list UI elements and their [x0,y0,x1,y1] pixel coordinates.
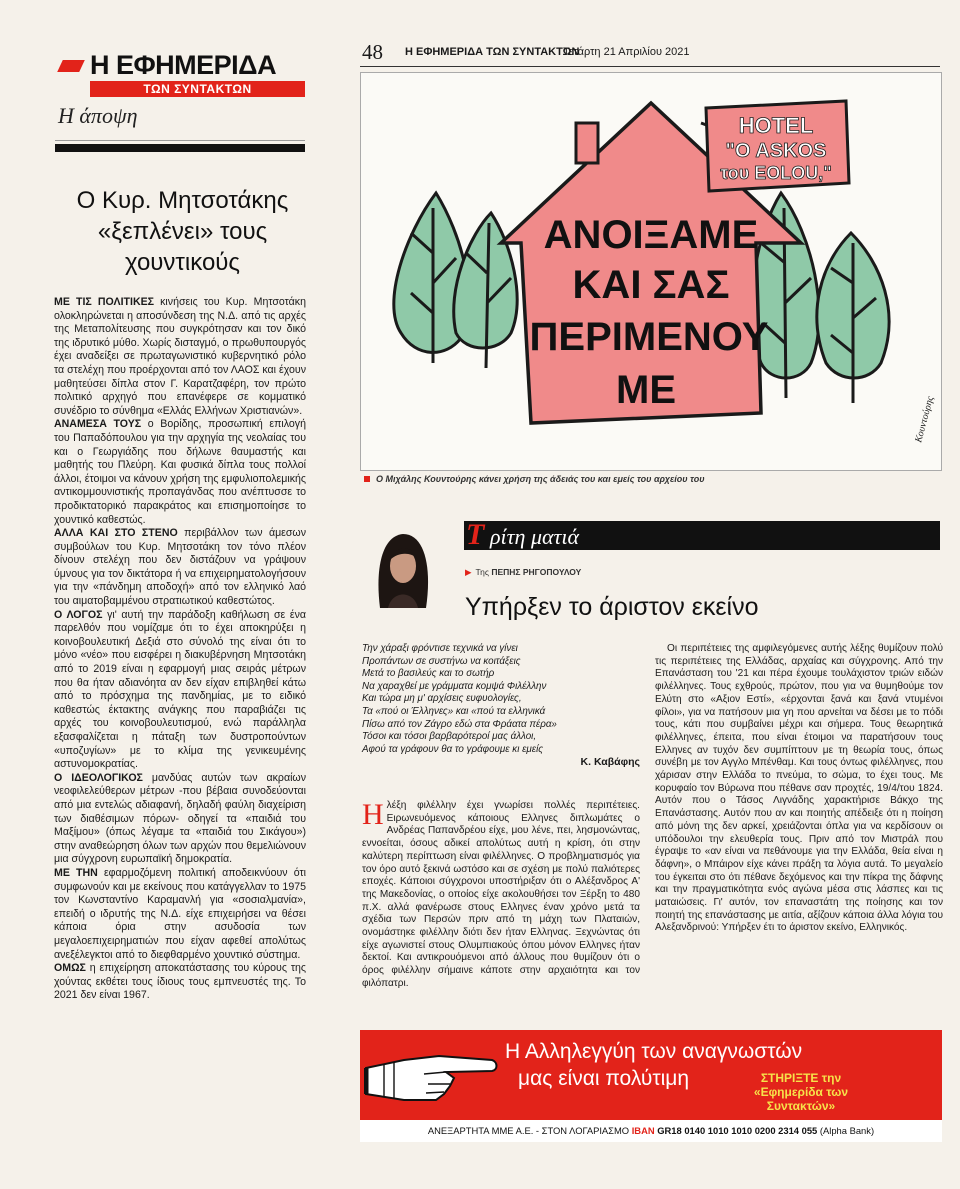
ad-cta: ΣΤΗΡΙΞΤΕ την «Εφημερίδα των Συντακτών» [753,1071,849,1113]
paragraph: Ο ΛΟΓΟΣ γι' αυτή την παράδοξη καθήλωση σε ένα παρελθόν που νομίζαμε ότι το έχει αποκηρύξει η κοινοβουλευτική Δεξιά στο σύνολό της είναι ότι το μόνο «νέο» που εισφέρει η διακυβέρνηση Μητσοτάκη από το 2019 είναι η εφαρμογή μιας σειράς μέτρων που θα ήταν αδιανόητα αν δεν είχαν επιβληθεί κάτω από το πρόσχημα της πανδημίας, με το ειδικό καθεστώς έκτακτης ανάγκης που παραβιάζει τις αρχές του κοινοβουλευτισμού, ενώ παράλληλα εξασφαλίζεται η πάταξη των δυστροπούντων «υποζυγίων» με το κλίμα της γενικευμένης αστυνομοκρατίας. [54,608,306,771]
sign-line: του EOLOU," [720,163,832,183]
article-title: Υπήρξεν το άριστον εκείνο [465,593,759,621]
section-divider [55,140,305,141]
pointing-hand-icon [364,1038,500,1108]
poem-line: Τα «πού οι Έλληνες» και «πού τα ελληνικά [362,705,546,717]
solidarity-ad[interactable] [360,1030,942,1142]
house-text-line: ΠΕΡΙΜΕΝΟΥ [529,315,769,359]
house-text-line: ΚΑΙ ΣΑΣ [572,263,730,307]
left-article-body [54,296,306,1003]
hotel-sign [706,101,849,191]
poem-line: Και τώρα μη μ' αρχίσεις ευφυολογίες, [362,693,522,705]
cartoonist-signature: Κουντούρης [913,395,937,444]
poem-line: Την χάραξι φρόντισε τεχνικά να γίνει [362,643,518,654]
ad-bank-info: ΑΝΕΞΑΡΤΗΤΑ ΜΜΕ Α.Ε. - ΣΤΟΝ ΛΟΓΑΡΙΑΣΜΟ IBAN GR18 0140 1010 1010 0200 2314 055 (Alpha Bank) [360,1120,942,1142]
column-header [464,518,940,551]
masthead-name: Η ΕΦΗΜΕΡΙΔΑ [90,50,277,80]
masthead-logo [60,50,305,97]
masthead-subtitle: ΤΩΝ ΣΥΝΤΑΚΤΩΝ [90,81,305,97]
sign-line: "O ASKOS [725,140,827,162]
author-name: ΠΕΠΗΣ ΡΗΓΟΠΟΥΛΟΥ [491,567,582,577]
iban-number: GR18 0140 1010 1010 0200 2314 055 [657,1125,818,1136]
poem-line: Προπάντων σε συστήνω να κοιτάξεις [362,655,521,667]
ad-headline-1: Η Αλληλεγγύη των αναγνωστών [505,1040,803,1063]
poem-line: Μετά το βασιλεύς και το σωτήρ [362,668,495,680]
byline: ▶ Της ΠΕΠΗΣ ΡΗΓΟΠΟΥΛΟΥ [465,567,582,577]
paragraph: ΑΝΑΜΕΣΑ ΤΟΥΣ ο Βορίδης, προσωπική επιλογή του Παπαδόπουλου για την αρχηγία της νεολαίας του και ο Γεωργιάδης που δήλωνε θαυμαστής και μαθητής του Πλεύρη. Και φυσικά δίπλα τους πολλοί άλλοι, έτοιμοι να κάνουν χρήση της εμφυλιοπολεμικής αντικομμουνιστικής προπαγάνδας που ανέπτυσσε το προδικτατορικό παρακράτος και επισημοποίησε το χουντικό καθεστώς. [54,418,306,526]
cartoon-drawing [361,73,941,470]
logo-mark-icon [57,60,85,72]
poem-line: Αφού τα γράφουν θα το γράφουμε κι εμείς [362,743,544,755]
paragraph: ΟΜΩΣ η επιχείρηση αποκατάστασης του κύρους της χούντας εκθέτει τους ίδιους τους εμπνευστές της. Το 2021 δεν είναι 1967. [54,962,306,1002]
cartoon-caption: Ο Μιχάλης Κουντούρης κάνει χρήση της άδειάς του και εμείς του αρχείου του [364,474,934,484]
column-name: ρίτη ματιά [490,524,580,549]
house-text-line: ΑΝΟΙΞΑΜΕ [543,213,759,257]
poem-line: Πίσω από τον Ζάγρο εδώ στα Φράατα πέρα» [362,718,557,730]
column-body-right: Οι περιπέτειες της αμφιλεγόμενες αυτής λέξης θυμίζουν πολύ τις περιπέτειες της Ελλάδας, αρχαίας και σύγχρονης. Από την Επανάσταση του '21 και πέρα έχουμε τουλάχιστον τριών ειδών φιλέλληνες. Τους εχθρούς, πρώτον, που για να θυμηθούμε τον Ελύτη στο «Αξιον Εστί», «έρχονται ξανά και ξανά ντυμένοι φίλοι», για να πατήσουν μια γη που αρνείται να δέσει με το πόδι τους, κάτι που συμβαίνει μέχρι και σήμερα. Τους θεωρητικά φιλέλληνες, έπειτα, που είναι έτοιμοι να παρατήσουν τους Ελληνες αν τυχόν δεν συμπίπτουν με τη θεωρία τους, όπως συνέβη με τον Αγγλο Μπένθαμ. Και τους όντως φιλέλληνες, που χάρισαν στην Ελλάδα το πνεύμα, το σώμα, το έχει τους. Με κορυφαίο τον Βύρωνα που πέθανε σαν προχτές, 19/4/του 1824. Αυτόν που ο Τάσος Λιγνάδης χαρακτήρισε Βάκχο της Επανάστασης. Αυτόν που αν και ποιητής απέδειξε ότι η ποίηση από μόνη της δεν αρκεί, χρειάζονται όπλα για να κερδίσουν οι υπόδουλοι την ελευθερία τους. Πριν από τον Μιστράλ που έγραψε το «αν είναι να πεθάνουμε για την Ελλάδα, θεία είναι η δάφνη», ο Μπάιρον είχε κάνει πράξη τα λόγια αυτά. Το μεγαλείο του έγκειται στο ότι πέθανε δεχόμενος και την πίκρα της δάφνης και την πραγματικότητα ενός αγώνα μέσα στις λάσπες και τις ματαιώσεις. Γι' αυτόν, τον επαναστάτη της ποίησης και τον ποιητή της επανάστασης με αιτία, αξίζουν κάποια άλλα λόγια του Αλεξανδρινού: Υπήρξεν έτι το άριστον εκείνο, Ελληνικός. [655,643,943,934]
cartoon [360,72,942,471]
paragraph: ΜΕ ΤΙΣ ΠΟΛΙΤΙΚΕΣ κινήσεις του Κυρ. Μητσοτάκη ολοκληρώνεται η αποσύνδεση της Ν.Δ. από τις αρχές της Μεταπολίτευσης που συγκρότησαν και τον δικό της ιδρυτικό μύθο. Χωρίς δισταγμό, ο πρωθυπουργός έχει αναδείξει σε πρωταγωνιστικό κυβερνητικό ρόλο τα στελέχη που προέρχονται από τον ΛΑΟΣ και έχουν μαθητεύσει δίπλα στον Γ. Καρατζαφέρη, τον πρώτο πολιτικό αρχηγό που επανέφερε σε κομματικό συνέδριο το σύνθημα «Ελλάς Ελλήνων Χριστιανών». [54,296,306,417]
caption-bullet-icon [364,476,370,482]
page-header [360,40,940,67]
paragraph: ΑΛΛΑ ΚΑΙ ΣΤΟ ΣΤΕΝΟ περιβάλλον των άμεσων συμβούλων του Κυρ. Μητσοτάκη τον τόνο πλέον δίνουν στελέχη που δεν διστάζουν να γράψουν ύμνους για τον δικτάτορα ή να επιχειρηματολογήσουν για την «πάνδημη αποδοχή» από τον ελληνικό λαό του αιματοβαμμένου στρατιωτικού καθεστώτος. [54,527,306,608]
left-headline: Ο Κυρ. Μητσοτάκης «ξεπλένει» τους χουντικούς [76,187,289,276]
sign-line: HOTEL [738,113,814,138]
byline-arrow-icon: ▶ [465,567,472,577]
section-bar [55,144,305,152]
poem-line: Να χαραχθεί με γράμματα κομψά Φιλέλλην [362,680,547,692]
paragraph: Ο ΙΔΕΟΛΟΓΙΚΟΣ μανδύας αυτών των ακραίων νεοφιλελεύθερων μέτρων -που βέβαια συνοδεύονται από μια εντελώς αδιαφανή, δηλαδή φαύλη διαχείριση των διαθέσιμων πόρων- οδηγεί τα «παιδιά του Μαξίμου» (όπως λέγαμε τα «παιδιά του Σικάγου») στην αναθεώρηση όλων των αρχών που θεμελιώνουν μια σύγχρονη ευρωπαϊκή δημοκρατία. [54,771,306,866]
ad-headline-2: μας είναι πολύτιμη [518,1067,690,1090]
drop-cap: Η [362,798,384,831]
house-text-line: ΜΕ [616,368,676,412]
tree-icon [817,233,889,403]
column-body-left: Η λέξη φιλέλλην έχει γνωρίσει πολλές περιπέτειες. Ειρωνευόμενος κάποιους Ελληνες διπλωμάτες ο Ανδρέας Παπανδρέου είχε, μου λένε, πει, λησμονώντας, εννοείται, όσους αδικεί απολύτως αυτή η κρίση, ότι στην καλύτερη περίπτωση είναι φιλέλληνες. Ο προβληματισμός για τον όρο αυτό ξεκινά ωστόσο και σε σχέση με πολύ παλιότερες εποχές. Κάποιοι σύγχρονοι υποστήριξαν ότι ο Αλέξανδρος Α' της Μακεδονίας, ο οποίος είχε ακολουθήσει τον Ξέρξη το 480 π.Χ. αλλά φανέρωσε στους Ελληνες έναν χρόνο μετά τα σχέδια των Περσών πριν από τη μάχη των Πλαταιών, ονομάστηκε φιλέλλην διότι δεν ήταν Ελληνας. Ξεχνώντας ότι είχε αγωνιστεί στους Ολυμπιακούς όπου μόνον Ελληνες ήταν δεκτοί. Και αντικρουόμενοι από άλλους που θυμίζουν ότι ο όρος φιλέλλην σήμαινε κάποτε στην αρχαιότητα και τον φιλόπατρι. [362,798,640,989]
issue-date: Τετάρτη 21 Απριλίου 2021 [563,46,690,58]
column-initial: Τ [466,518,485,551]
paper-title: Η ΕΦΗΜΕΡΙΔΑ ΤΩΝ ΣΥΝΤΑΚΤΩΝ [405,46,580,58]
poem-quote [362,643,640,769]
poem-author: Κ. Καβάφης [580,756,640,769]
author-portrait [370,528,435,608]
page-number: 48 [362,40,383,64]
paragraph: ΜΕ ΤΗΝ εφαρμοζόμενη πολιτική αποδεικνύουν ότι συμφωνούν και με εκείνους που κατάγγελλαν το 1975 τον Κωνσταντίνο Καραμανλή για «σοσιαλμανία», επειδή ο ιδρυτής της Ν.Δ. είχε επιχειρήσει να θέσει κάποια όρια στην ασυδοσία των μεγαλοεπιχειρηματιών που είχαν αφεθεί απολύτως ανεξέλεγκτοι από το διεφθαρμένο χουντικό σύστημα. [54,866,307,961]
poem-line: Τόσοι και τόσοι βαρβαρότεροί μας άλλοι, [362,731,537,743]
section-title: Η άποψη [58,103,138,128]
